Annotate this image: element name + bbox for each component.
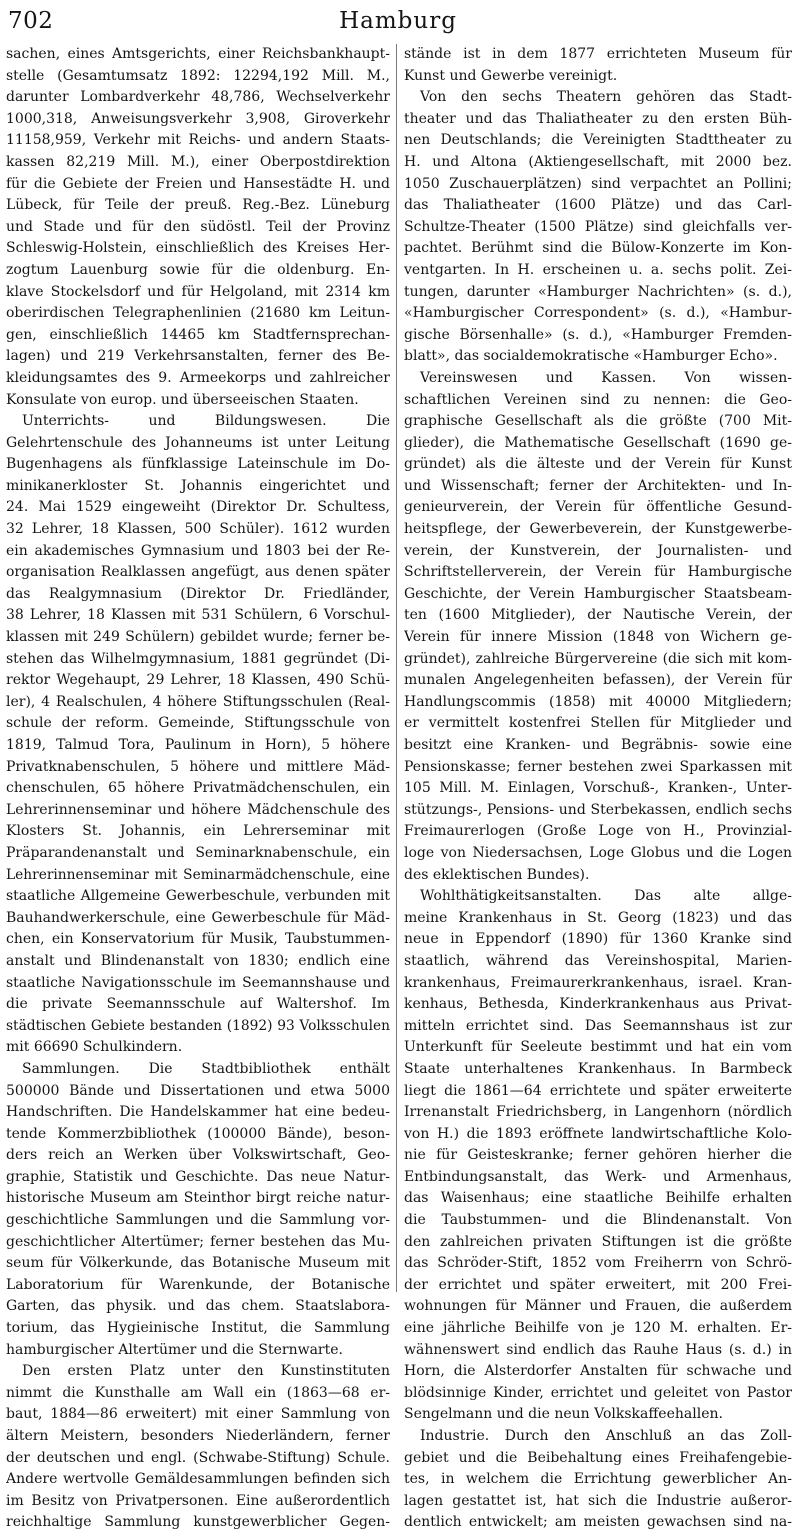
text-line: 1050 Zuschauerplätzen) sind verpachtet an Pollini;	[404, 175, 792, 192]
text-line: loge von Niedersachsen, Loge Globus und die Logen	[404, 844, 792, 861]
text-line: 105 Mill. M. Einlagen, Vorschuß-, Kranken-, Unter-	[404, 780, 792, 797]
text-line: zogtum Lauenburg sowie für die oldenburg. En-	[6, 261, 390, 278]
text-line: Staate unterhaltenes Krankenhaus. In Barmbeck	[404, 1060, 792, 1077]
text-line: seum für Völkerkunde, das Botanische Museum mit	[6, 1255, 390, 1272]
text-line: Sammlungen. Die Stadtbibliothek enthält	[22, 1060, 390, 1077]
text-line: kleidungsamtes des 9. Armeekorps und zahlreicher	[6, 369, 390, 386]
text-line: verein, der Kunstverein, der Journalisten- und	[404, 542, 792, 559]
text-line: ders reich an Werken über Volkswirtschaft, Geo-	[6, 1147, 390, 1164]
text-line: klave Stockelsdorf und für Helgoland, mit 2314 km	[6, 283, 390, 300]
text-line: schule der reform. Gemeinde, Stiftungsschule von	[6, 715, 390, 732]
left-column	[6, 44, 390, 1534]
text-line: Handschriften. Die Handelskammer hat eine bedeu-	[6, 1104, 390, 1121]
text-line: 38 Lehrer, 18 Klassen mit 531 Schülern, 6 Vorschul-	[6, 607, 390, 624]
text-line: Wohlthätigkeitsanstalten. Das alte allge-	[420, 888, 792, 905]
text-line: Andere wertvolle Gemäldesammlungen befinden sich	[6, 1471, 390, 1488]
text-line: und Wissenschaft; ferner der Architekten- und In-	[404, 477, 792, 494]
text-line: darunter Lombardverkehr 48,786, Wechselverkehr	[6, 89, 390, 106]
text-line: von H.) die 1893 eröffnete landwirtschaftliche Kolo-	[404, 1125, 792, 1142]
text-line: Gelehrtenschule des Johanneums ist unter Leitung	[6, 434, 390, 451]
text-line: schaftlichen Vereinen sind zu nennen: die Geo-	[404, 391, 792, 408]
text-line: tende Kommerzbibliothek (100000 Bände), beson-	[6, 1125, 390, 1142]
text-line: Pensionskasse; ferner bestehen zwei Sparkassen mit	[404, 758, 792, 775]
text-line: staatliche Navigationsschule im Seemannshause und	[6, 974, 390, 991]
text-line: kassen 82,219 Mill. M.), einer Oberpostdirektion	[6, 153, 390, 170]
text-line: pachtet. Berühmt sind die Bülow-Konzerte im Kon-	[404, 240, 792, 257]
text-line: gründet), zahlreiche Bürgervereine (die sich mit kom-	[404, 650, 792, 667]
text-line: die Taubstummen- und die Blindenanstalt. Von	[404, 1212, 792, 1229]
text-line: und Stade und für den südöstl. Teil der Provinz	[6, 218, 390, 235]
text-line: nie für Geisteskranke; ferner gehören hierher die	[404, 1147, 792, 1164]
text-line: mit 66690 Schulkindern.	[6, 1039, 183, 1056]
text-line: organisation Realklassen angefügt, aus denen später	[6, 564, 390, 581]
text-line: nimmt die Kunsthalle am Wall ein (1863—68 er-	[6, 1384, 390, 1401]
text-line: Vereinswesen und Kassen. Von wissen-	[420, 369, 792, 386]
text-line: baut, 1884—86 erweitert) mit einer Sammlung von	[6, 1406, 390, 1423]
text-line: stände ist in dem 1877 errichteten Museum für	[404, 46, 792, 62]
text-line: Unterkunft für Seeleute bestimmt und hat ein vom	[404, 1039, 792, 1056]
text-line: für die Gebiete der Freien und Hansestädte H. und	[6, 175, 390, 192]
text-line: Kunst und Gewerbe vereinigt.	[404, 67, 618, 84]
text-line: gische Börsenhalle» (s. d.), «Hamburger Fremden-	[404, 326, 792, 343]
text-line: 500000 Bände und Dissertationen und etwa 5000	[6, 1082, 390, 1099]
text-line: neue in Eppendorf (1890) für 1360 Kranke sind	[404, 931, 792, 948]
text-line: lagen gestattet ist, hat sich die Industrie außeror-	[404, 1492, 792, 1509]
text-line: geschichtliche Sammlungen und die Sammlung vor-	[6, 1212, 390, 1229]
text-line: 11158,959, Verkehr mit Reichs- und andern Staats-	[6, 132, 390, 149]
right-column	[404, 44, 792, 1534]
text-line: der errichtet und später erweitert, mit 200 Frei-	[404, 1276, 792, 1293]
text-line: wohnungen für Männer und Frauen, die außerdem	[404, 1298, 792, 1315]
text-line: stehen das Wilhelmgymnasium, 1881 gegründet (Di-	[6, 650, 390, 667]
text-line: Schriftstellerverein, der Verein für Hamburgische	[404, 564, 792, 581]
text-line: im Besitz von Privatpersonen. Eine außerordentlich	[6, 1492, 390, 1509]
text-line: Entbindungsanstalt, das Werk- und Armenhaus,	[404, 1168, 792, 1185]
text-line: des eklektischen Bundes).	[404, 866, 590, 883]
text-line: das Thaliatheater (1600 Plätze) und das Carl-	[404, 197, 792, 214]
text-line: stelle (Gesamtumsatz 1892: 12294,192 Mill. M.,	[6, 67, 390, 84]
text-line: Industrie. Durch den Anschluß an das Zoll-	[420, 1428, 792, 1444]
text-line: ventgarten. In H. erscheinen u. a. sechs polit. Zei-	[404, 261, 792, 278]
text-line: Schultze-Theater (1500 Plätze) sind gleichfalls ver-	[404, 218, 792, 235]
text-line: die private Seemannsschule auf Waltershof. Im	[6, 996, 390, 1013]
text-line: graphische Gesellschaft als die größte (700 Mit-	[404, 413, 792, 430]
running-title: Hamburg	[339, 8, 457, 34]
text-line: geschichtlicher Altertümer; ferner bestehen das Mu-	[6, 1233, 390, 1250]
text-line: anstalt und Blindenanstalt von 1830; endlich eine	[6, 952, 390, 969]
text-line: der deutschen und engl. (Schwabe-Stiftung) Schule.	[6, 1449, 390, 1466]
text-line: genieurverein, der Verein für öffentliche Gesund-	[404, 499, 792, 516]
text-line: besitzt eine Kranken- und Begräbnis- sowie eine	[404, 737, 792, 753]
text-line: heitspflege, der Gewerbeverein, der Kunstgewerbe-	[404, 521, 792, 538]
text-line: 1819, Talmud Tora, Paulinum in Horn), 5 höhere	[6, 737, 390, 753]
text-line: ten (1600 Mitglieder), der Nautische Verein, der	[404, 607, 792, 624]
text-line: Von den sechs Theatern gehören das Stadt-	[420, 89, 792, 106]
text-line: H. und Altona (Aktiengesellschaft, mit 2000 bez.	[404, 153, 792, 170]
text-line: 24. Mai 1529 eingeweiht (Direktor Dr. Schultess,	[6, 499, 390, 516]
text-line: staatlich, während das Vereinshospital, Marien-	[404, 952, 792, 969]
text-line: ler), 4 Realschulen, 4 höhere Stiftungsschulen (Real-	[6, 693, 390, 710]
text-line: städtischen Gebiete bestanden (1892) 93 Volksschulen	[6, 1017, 390, 1034]
text-line: theater und das Thaliatheater zu den ersten Büh-	[404, 110, 792, 127]
page-header	[8, 8, 788, 48]
text-line: oberirdischen Telegraphenlinien (21680 km Leitun-	[6, 305, 390, 322]
text-line: mitteln errichtet sind. Das Seemannshaus ist zur	[404, 1017, 792, 1034]
text-line: munalen Angelegenheiten befassen), der Verein für	[404, 672, 792, 689]
text-line: den zahlreichen privaten Stiftungen ist die größte	[404, 1233, 792, 1250]
text-line: stützungs-, Pensions- und Sterbekassen, endlich sechs	[404, 801, 792, 818]
text-line: nen Deutschlands; die Vereinigten Stadttheater zu	[404, 132, 792, 149]
text-line: Sengelmann und die neun Volkskaffeehallen.	[404, 1406, 723, 1423]
text-line: Freimaurerlogen (Große Loge von H., Provinzial-	[404, 823, 792, 840]
text-line: das Realgymnasium (Direktor Dr. Friedländer,	[6, 585, 390, 602]
page-number: 702	[8, 8, 54, 34]
text-line: reichhaltige Sammlung kunstgewerblicher Gegen-	[6, 1514, 390, 1531]
column-divider	[396, 44, 397, 1292]
text-line: sachen, eines Amtsgerichts, einer Reichsbankhaupt-	[6, 46, 390, 62]
text-line: Garten, das physik. und das chem. Staatslabora-	[6, 1298, 390, 1315]
text-line: torium, das Hygieinische Institut, die Sammlung	[6, 1320, 390, 1337]
text-line: blatt», das socialdemokratische «Hamburger Echo».	[404, 348, 778, 365]
text-line: Verein für innere Mission (1848 von Wichern ge-	[404, 629, 792, 646]
text-line: dentlich entwickelt; am meisten gewachsen sind na-	[404, 1514, 792, 1531]
text-line: graphie, Statistik und Geschichte. Das neue Natur-	[6, 1168, 390, 1185]
text-line: Den ersten Platz unter den Kunstinstituten	[22, 1363, 390, 1380]
text-line: minikanerkloster St. Johannis eingerichtet und	[6, 477, 390, 494]
text-line: chenschulen, 65 höhere Privatmädchenschulen, ein	[6, 780, 390, 797]
text-line: er vermittelt kostenfrei Stellen für Mitglieder und	[404, 715, 792, 732]
text-line: Irrenanstalt Friedrichsberg, in Langenhorn (nördlich	[404, 1104, 792, 1121]
text-line: Schleswig-Holstein, einschließlich des Kreises Her-	[6, 240, 390, 257]
text-line: das Waisenhaus; eine staatliche Beihilfe erhalten	[404, 1190, 792, 1207]
text-line: hamburgischer Altertümer und die Sternwarte.	[6, 1341, 343, 1358]
text-line: klassen mit 249 Schülern) gebildet wurde; ferner be-	[6, 629, 390, 646]
text-line: Lübeck, für Teile der preuß. Reg.-Bez. Lüneburg	[6, 197, 390, 214]
text-line: staatliche Allgemeine Gewerbeschule, verbunden mit	[6, 888, 390, 905]
text-line: meine Krankenhaus in St. Georg (1823) und das	[404, 909, 792, 926]
text-line: Bugenhagens als fünfklassige Lateinschule im Do-	[6, 456, 390, 473]
text-line: 1000,318, Anweisungsverkehr 3,908, Giroverkehr	[6, 110, 390, 127]
text-line: ein akademisches Gymnasium und 1803 bei der Re-	[6, 542, 390, 559]
text-line: Lehrerinnenseminar und höhere Mädchenschule des	[6, 801, 390, 818]
text-line: tes, in welchem die Errichtung gewerblicher An-	[404, 1471, 792, 1488]
text-line: historische Museum am Steinthor birgt reiche natur-	[6, 1190, 390, 1207]
text-line: liegt die 1861—64 errichtete und später erweiterte	[404, 1082, 792, 1099]
text-line: krankenhaus, Freimaurerkrankenhaus, israel. Kran-	[404, 974, 792, 991]
text-line: Lehrerinnenseminar mit Seminarmädchenschule, eine	[6, 866, 390, 883]
text-line: eine jährliche Beihilfe von je 120 M. erhalten. Er-	[404, 1320, 792, 1337]
text-line: gen, einschließlich 14465 km Stadtfernsprechan-	[6, 326, 390, 343]
text-line: kenhaus, Bethesda, Kinderkrankenhaus aus Privat-	[404, 996, 792, 1013]
text-line: lagen) und 219 Verkehrsanstalten, ferner des Be-	[6, 348, 390, 365]
text-line: gründet) als die älteste und der Verein für Kunst	[404, 456, 792, 473]
text-line: Privatknabenschulen, 5 höhere und mittlere Mäd-	[6, 758, 390, 775]
text-line: wähnenswert sind endlich das Rauhe Haus (s. d.) in	[404, 1341, 792, 1358]
text-line: das Schröder-Stift, 1852 vom Freiherrn von Schrö-	[404, 1255, 792, 1272]
text-line: Horn, die Alsterdorfer Anstalten für schwache und	[404, 1363, 792, 1380]
text-line: rektor Wegehaupt, 29 Lehrer, 18 Klassen, 490 Schü-	[6, 672, 390, 689]
text-line: gebiet und die Beibehaltung eines Freihafengebie-	[404, 1449, 792, 1466]
text-line: «Hamburgischer Correspondent» (s. d.), «Hambur-	[404, 305, 792, 322]
text-line: Klosters St. Johannis, ein Lehrerseminar mit	[6, 823, 390, 840]
text-line: Handlungscommis (1858) mit 40000 Mitgliedern;	[404, 693, 792, 710]
text-line: chen, ein Konservatorium für Musik, Taubstummen-	[6, 931, 390, 948]
text-line: 32 Lehrer, 18 Klassen, 500 Schüler). 1612 wurden	[6, 521, 390, 538]
text-line: tungen, darunter «Hamburger Nachrichten» (s. d.),	[404, 283, 792, 300]
text-line: Bauhandwerkerschule, eine Gewerbeschule für Mäd-	[6, 909, 390, 926]
text-line: Laboratorium für Warenkunde, der Botanische	[6, 1276, 390, 1293]
text-line: blödsinnige Kinder, errichtet und geleitet von Pastor	[404, 1384, 792, 1401]
text-line: ältern Meistern, besonders Niederländern, ferner	[6, 1428, 390, 1444]
text-line: Unterrichts- und Bildungswesen. Die	[22, 413, 390, 430]
text-line: Präparandenanstalt und Seminarknabenschule, ein	[6, 844, 390, 861]
text-line: Geschichte, der Verein Hamburgischer Staatsbeam-	[404, 585, 792, 602]
text-line: Konsulate von europ. und überseeischen Staaten.	[6, 391, 359, 408]
text-line: glieder), die Mathematische Gesellschaft (1690 ge-	[404, 434, 792, 451]
